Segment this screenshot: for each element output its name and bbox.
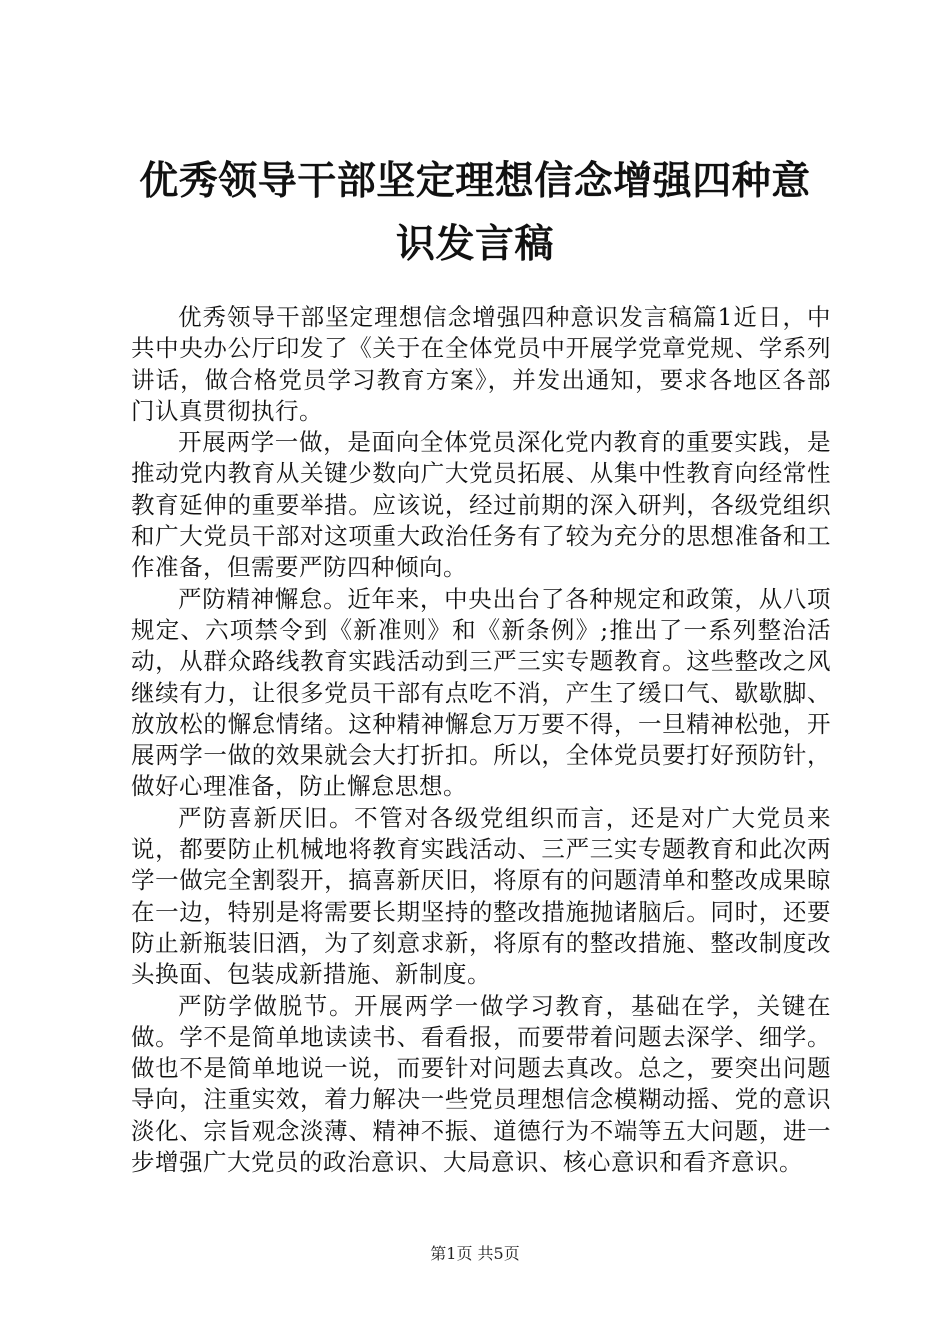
page-footer <box>0 1243 950 1265</box>
page-total: 共5页 <box>477 1244 520 1263</box>
document-title: 优秀领导干部坚定理想信念增强四种意识发言稿 <box>139 159 811 267</box>
paragraph-4: 严防喜新厌旧。不管对各级党组织而言，还是对广大党员来说，都要防止机械地将教育实践活动、三严三实专题教育和此次两学一做完全割裂开，搞喜新厌旧，将原有的问题清单和整改成果晾在一边，特别是将需要长期坚持的整改措施抛诸脑后。同时，还要防止新瓶装旧酒，为了刻意求新，将原有的整改措施、整改制度改头换面、包装成新措施、新制度。 <box>131 803 831 989</box>
paragraph-1: 优秀领导干部坚定理想信念增强四种意识发言稿篇1近日，中共中央办公厅印发了《关于在全体党员中开展学党章党规、学系列讲话，做合格党员学习教育方案》，并发出通知，要求各地区各部门认真贯彻执行。 <box>131 303 831 425</box>
page-number: 第1页 <box>430 1244 473 1263</box>
paragraph-5: 严防学做脱节。开展两学一做学习教育，基础在学，关键在做。学不是简单地读读书、看看报，而要带着问题去深学、细学。做也不是简单地说一说，而要针对问题去真改。总之，要突出问题导向，注重实效，着力解决一些党员理想信念模糊动摇、党的意识淡化、宗旨观念淡薄、精神不振、道德行为不端等五大问题，进一步增强广大党员的政治意识、大局意识、核心意识和看齐意识。 <box>131 991 831 1177</box>
paragraph-2: 开展两学一做，是面向全体党员深化党内教育的重要实践，是推动党内教育从关键少数向广大党员拓展、从集中性教育向经常性教育延伸的重要举措。应该说，经过前期的深入研判，各级党组织和广大党员干部对这项重大政治任务有了较为充分的思想准备和工作准备，但需要严防四种倾向。 <box>131 428 831 582</box>
paragraph-3: 严防精神懈怠。近年来，中央出台了各种规定和政策，从八项规定、六项禁令到《新准则》和《新条例》;推出了一系列整治活动，从群众路线教育实践活动到三严三实专题教育。这些整改之风继续有力，让很多党员干部有点吃不消，产生了缓口气、歇歇脚、放放松的懈怠情绪。这种精神懈怠万万要不得，一旦精神松弛，开展两学一做的效果就会大打折扣。所以，全体党员要打好预防针，做好心理准备，防止懈怠思想。 <box>131 584 831 801</box>
document-body <box>131 302 831 1178</box>
